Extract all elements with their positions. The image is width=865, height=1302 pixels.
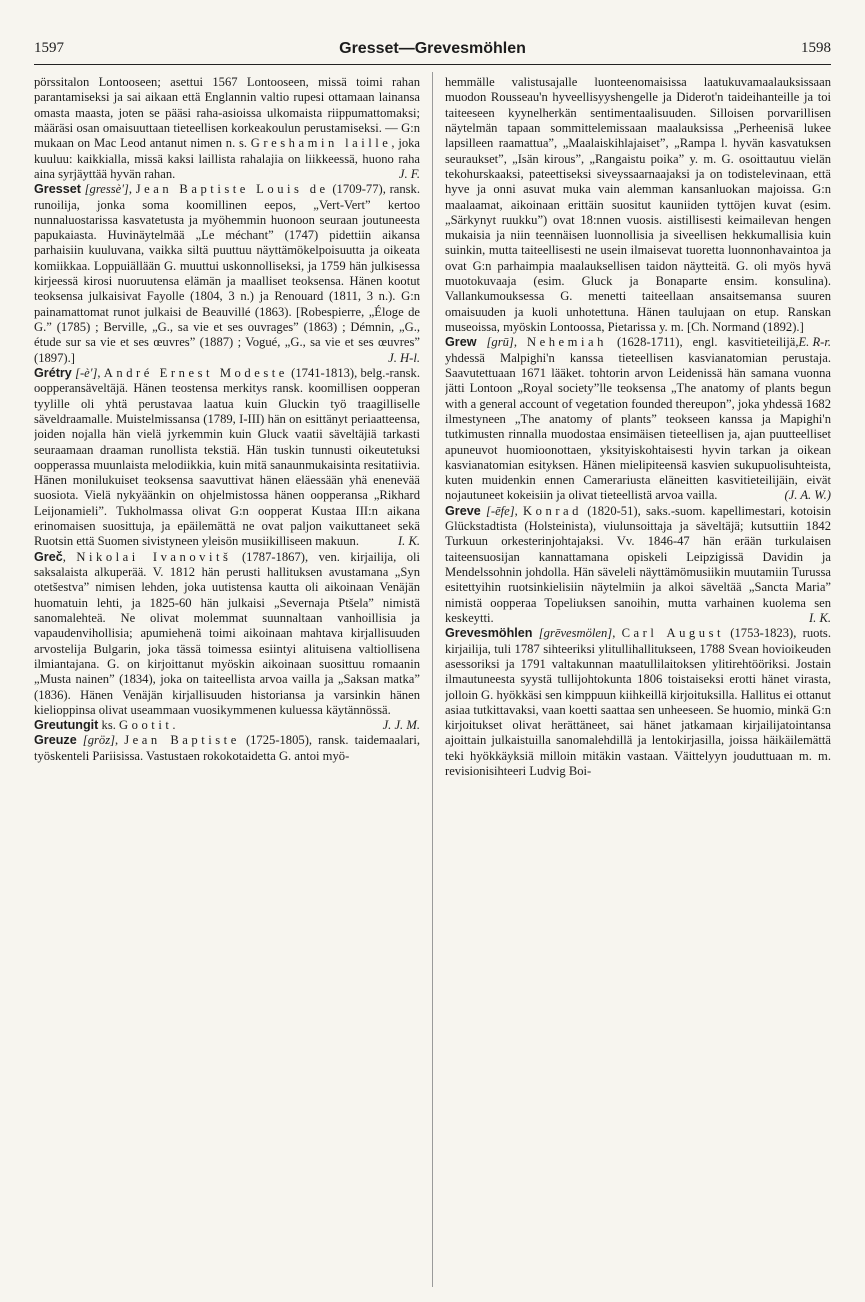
headword: Greutungit <box>34 718 99 733</box>
headword: Greuze <box>34 733 77 748</box>
entry-text: (1741-1813), belg.-ransk. oopperansäveltäjä. Hänen teostensa merkitys ransk. koomillisen oopperan tyylille oli yhtä perustavaa laatua kuin Gluckin työ traagilliselle säveldraamalle. Muistelmissansa (1789, I-III) hän on esittänyt periaatteensa, joiden nojalla hän vielä jyrkemmin kuin Gluck vaatii säveltäjiä tarkasti seuraamaan draaman runollista tekstiä. Hän tuskin tunnusti oikeutetuksi oopperassa muunlaista melodiikkia, kuin mitä sanaunmukaisinta resitatiivia. Hänen monilukuiset teoksensa saavuttivat hänen eläessään yhä enenevää suosiota. Vielä nykyäänkin on ohjelmistossa hänen oopperansa „Rikhard Leijonamieli”. Tukholmassa olivat G:n oopperat Kustaa III:n aikana erinomaisen suosittuja, ja epäilemättä ne ovat paljon vaikuttaneet sekä Ruotsin että Suomen sivistyneen yleisön musiikilliseen makuun. <box>34 365 420 549</box>
signature: I. K. <box>808 610 831 625</box>
page-header <box>34 40 831 65</box>
entry-text: (1628-1711), engl. kasvitieteilijä, yhdessä Malpighi'n kanssa tieteellisen kasvianatomian perustaja. Saavutettuaan 1671 lääket. tohtorin arvon Leidenissä hän samana vuonna jätti Lontoon „Royal society”lle teoksensa „The anatomy of plants begun with a general account of vegetation founded thereupon”, joka yhdessä 1682 ilmestyneen „The anatomy of plants” teokseen kanssa ja Mapighi'n tutkimusten rinnalla muodostaa ensimäisen tieteellisen ja, ajan puutteelliset apuneuvot huomioonottaen, yksityiskohtaisesti hyvin tarkan ja oikean kasvianatomian esityksen. Hänen mielipiteensä kasvien sukupuolisuhteista, kuten muidenkin ennen Camerariusta eläneitten kasvitieteilijäin, eivät nojautuneet kokeisiin ja olivat tieteellistä arvoa vailla. <box>445 335 831 503</box>
entry-text: (1753-1823), ruots. kirjailija, tuli 1787 sihteeriksi ylitullihallitukseen, 1788 Svean hovioikeuden asessoriksi ja 1791 valtakunnan maatullilaitoksen ylitirehtööriksi. Jostain ilmautuneesta syystä tullijohtokunta 1806 toistaiseksi erotti hänet virasta, jolloin G. hyökkäsi sen kimppuun kiihkeillä kirjoituksilla. Hallitus ei ottanut asiaa tutkittavaksi, vaan koetti saattaa sen unheeseen. Se huomio, minkä G:n kirjoitukset olivat herättäneet, sai hänet jatkamaan kirjailijatointansa ajoittain julkaistuilla sanomalehdillä ja lentokirjasilla, joissa häikäilemättä teki hyökkäyksiä milloin mitäkin vastaan. Väittelyyn jouduttuaan m. m. revisionisihteeri Ludvig Boi- <box>445 626 831 779</box>
page-number-right: 1598 <box>801 40 831 56</box>
entry-name: Jean Baptiste Louis de <box>135 182 329 197</box>
pronunciation: [grēvesmölen] <box>538 626 613 641</box>
headword: Gresset <box>34 182 81 197</box>
headword: Grew <box>445 335 477 350</box>
left-column <box>34 75 420 1285</box>
entry-greve: Greve [-ēfe], Konrad (1820-51), saks.-suom. kapellimestari, kotoisin Glückstadtista (Holsteinista), viulunsoittaja ja säveltäjä; kutsuttiin 1842 Turkuun orkesterinjohtajaksi. Vv. 1846-47 hän erään turkulaisen taiteensuosijan kannattamana opiskeli Leipzigissä Davidin ja Mendelssohnin johdolla. Hän säveleli näyttämömusiikin muutamiin Turussa esitettyihin ruotsinkielisiin näytelmiin ja alkoi säveltää „Sancta Maria” nimistä oopperaa Topeliuksen sanoihin, mutta varhainen kuolema sen keskeytti. I. K. <box>445 503 831 625</box>
entry-gresset: Gresset [gressè'], Jean Baptiste Louis de (1709-77), ransk. runoilija, jonka soma koomillinen eepos, „Vert-Vert” kertoo nunnaluostarissa kasvatetusta ja myöhemmin huonoon seuraan joutuneesta papukaiasta. Huvinäytelmää „Le méchant” (1747) pidettiin aikansa parhaisiin kuuluvana, vaikka siltä puuttuu näyttämökelpoisuutta ja oikeata komiikkaa. Loppuiällään G. muuttui uskonnolliseksi, ja 1759 hän julkisessa kirjeessä kirosi nuoruutensa elämän ja maalliset teoksensa. Hänen kootut teoksensa julkaisivat Fayolle (1804, 3 n.) ja Renouard (1811, 3 n.). G:n painamattomat runot julkaisi de Beauvillé (1863). [Robespierre, „Éloge de G.” (1785) ; Berville, „G., sa vie et ses ouvrages” (1863) ; Démnin, „G., étude sur sa vie et ses œuvres” (1887) ; Vogué, „G., sa vie et ses œuvres” (1897).] J. H-l. <box>34 182 420 365</box>
pronunciation: [grū] <box>486 335 514 350</box>
pronunciation: [-è'] <box>75 365 98 380</box>
headword: Grevesmöhlen <box>445 626 533 641</box>
right-column <box>445 75 831 1285</box>
entry-text: ks. <box>101 718 116 733</box>
headword: Greve <box>445 503 481 518</box>
signature: J. H-l. <box>388 350 420 365</box>
entry-greutungit <box>34 718 420 733</box>
entry-name: Nikolai Ivanovitš <box>76 549 232 564</box>
entry-name: André Ernest Modeste <box>103 365 288 380</box>
continued-entry-greuze: hemmälle valistusajalle luonteenomaisissa laatukuvamaalauksissaan muodon Rousseau'n hyveellisyyshengelle ja Diderot'n taideihanteille ja toi taiteeseen kyynelherkän sentimentaalisuuden. Silloisen porvarillisen näytelmän tapaan sommittelemissaan maalauksissa „Perheenisä lukee lapsilleen raamattua”, „Maalaiskihlajaiset”, „Rampa l. hyvän kasvatuksen seuraukset”, „Isän kirous”, „Rangaistu poika” y. m. G. osoittautuu vielän tekohurskaaksi, pateettiseksi siveyssaarnaajaksi ja on todistelevinaan, että hyve ja onni asuvat muka vain alemman kansanluokan majoissa. G:n maalaamat, aikoinaan erittäin suositut kauniiden tyttöjen kuvat (esim. „Särkynyt ruukku”) ovat 18:nnen vuosis. aistillisesti keimailevan hengen mukaisia ja niin teennäisen luonnollisia ja siveellisen hekkumallisia kuin suinkin, mutta taiteellisesti ne usein ilmaisevat tuoretta luonnonhavaintoa ja ovat G:n parhaimpia maalauksellisen taidon näytteitä. G. oli myös hyvä muotokuvaaja (esim. Gluck ja Bonaparte ensim. konsulina). Vallankumouksessa G. menetti taiteellaan ansaitsemansa suuren omaisuuden ja kuoli unhotettuna. Hänen taulujaan on etup. Ranskan museoissa, myöskin Lontoossa, Pietarissa y. m. [Ch. Normand (1892).] E. R-r. <box>445 75 831 350</box>
entry-gretry: Grétry [-è'], André Ernest Modeste (1741-1813), belg.-ransk. oopperansäveltäjä. Hänen teostensa merkitys ransk. koomillisen oopperan tyylille oli yhtä perustavaa laatua kuin Gluckin työ traagilliselle säveldraamalle. Muistelmissansa (1789, I-III) hän on esittänyt periaatteensa, joiden nojalla hän vielä jyrkemmin kuin Gluck vaatii säveltäjiä tarkasti seuraamaan draaman runollista tekstiä. Hän tuskin tunnusti oikeutetuksi oopperassa muunlaista melodiikkia, kuin mitä sanaunmukaisinta resitatiivia. Hänen monilukuiset teoksensa saavuttivat hänen eläessään yhä enenevää suosiota. Vielä nykyäänkin on ohjelmistossa hänen oopperansa „Rikhard Leijonamieli”. Tukholmassa olivat G:n oopperat Kustaa III:n aikana erinomaisen suosittuja, ja epäilemättä ne ovat paljon vaikuttaneet sekä Ruotsin että Suomen sivistyneen yleisön musiikilliseen makuun. I. K. <box>34 365 420 549</box>
entry-grevesmohlen: Grevesmöhlen [grēvesmölen], Carl August (1753-1823), ruots. kirjailija, tuli 1787 sihteeriksi ylitullihallitukseen, 1788 Svean hovioikeuden asessoriksi ja 1791 valtakunnan maatullilaitoksen ylitirehtööriksi. Jostain ilmautuneesta syystä tullijohtokunta 1806 toistaiseksi erotti hänet virasta, jolloin G. hyökkäsi sen kimppuun kiihkeillä kirjoituksilla. Hallitus ei ottanut asiaa tutkittavaksi, vaan koetti saattaa sen unheeseen. Se huomio, minkä G:n kirjoitukset olivat herättäneet, sai hänet jatkamaan kirjailijatointansa ajoittain julkaistuilla sanomalehdillä ja lentokirjasilla, joissa häikäilemättä teki hyökkäyksiä milloin mitäkin vastaan. Väittelyyn jouduttuaan m. m. revisionisihteeri Ludvig Boi- <box>445 626 831 779</box>
running-title: Gresset—Grevesmöhlen <box>339 40 526 57</box>
signature: (J. A. W.) <box>784 488 831 503</box>
signature: I. K. <box>397 534 420 549</box>
entry-name: Jean Baptiste <box>124 733 240 748</box>
column-divider <box>432 72 433 1287</box>
entry-grew: Grew [grū], Nehemiah (1628-1711), engl. kasvitieteilijä, yhdessä Malpighi'n kanssa tieteellisen kasvianatomian perustaja. Saavutettuaan 1671 lääket. tohtorin arvon Leidenissä hän samana vuonna jätti Lontoon „Royal society”lle teoksensa „The anatomy of plants begun with a general account of vegetation founded thereupon”, joka yhdessä 1682 ilmestyneen „The anatomy of plants” teokseen kanssa ja Mapighi'n tutkimusten rinnalla muodostaa ensimäisen tieteellisen ja, ajan puutteelliset apuneuvot huomioonottaen, yksityiskohtaisesti hyvin tarkan ja oikean kasvianatomian esityksen. Hänen mielipiteensä kasvien sukupuolisuhteista, kuten muidenkin ennen Camerariusta eläneitten kasvitieteilijäin, eivät nojautuneet kokeisiin ja olivat tieteellistä arvoa vailla. (J. A. W.) <box>445 335 831 503</box>
pronunciation: [-ēfe] <box>485 503 515 518</box>
signature: J. F. <box>398 166 420 181</box>
cross-reference: Gootit. <box>119 718 180 733</box>
entry-text: (1820-51), saks.-suom. kapellimestari, kotoisin Glückstadtista (Holsteinista), viulunsoittaja ja säveltäjä; kutsuttiin 1842 Turkuun orkesterinjohtajaksi. Vv. 1846-47 hän erään turkulaisen taiteensuosijan kannattamana opiskeli Leipzigissä Davidin ja Mendelssohnin johdolla. Hän säveleli näyttämömusiikin muutamiin Turussa esitettyihin ruotsinkielisiin näytelmiin ja alkoi säveltää „Sancta Maria” nimistä oopperaa Topeliuksen sanoihin, mutta varhainen kuolema sen keskeytti. <box>445 503 831 625</box>
pronunciation: [gröz] <box>82 733 115 748</box>
entry-text: (1709-77), ransk. runoilija, jonka soma koomillinen eepos, „Vert-Vert” kertoo nunnaluostarissa kasvatetusta ja myöhemmin huonoon seuraan joutuneesta papukaiasta. Huvinäytelmää „Le méchant” (1747) pidettiin aikansa parhaisiin kuuluvana, vaikka siltä puuttuu näyttämökelpoisuutta ja oikeata komiikkaa. Loppuiällään G. muuttui uskonnolliseksi, ja 1759 hän julkisessa kirjeessä kirosi nuoruutensa elämän ja maalliset teoksensa. Hänen kootut teoksensa julkaisivat Fayolle (1804, 3 n.) ja Renouard (1811, 3 n.). G:n painamattomat runot julkaisi de Beauvillé (1863). [Robespierre, „Éloge de G.” (1785) ; Berville, „G., sa vie et ses ouvrages” (1863) ; Démnin, „G., étude sur sa vie et ses œuvres” (1887) ; Vogué, „G., sa vie et ses œuvres” (1897).] <box>34 182 420 365</box>
pronunciation: [gressè'] <box>84 182 129 197</box>
headword: Greč <box>34 549 63 564</box>
entry-name: Nehemiah <box>526 335 607 350</box>
greshams-law-term: Greshamin laille <box>250 136 392 151</box>
entry-text: (1725-1805), ransk. taidemaalari, työskenteli Pariisissa. Vastustaen rokokotaidetta G. antoi myö- <box>34 733 420 763</box>
entry-grec: Greč, Nikolai Ivanovitš (1787-1867), ven. kirjailija, oli saksalaista alkuperää. V. 1812 hän perusti hallituksen avustamana „Syn otetšestva” nimisen lehden, joka uutistensa kautta oli aikoinaan Venäjän huomatuin lehti, ja 1825-60 hän julkaisi „Severnaja Ptšela” nimistä sanomalehteä. Ne olivat molemmat suunnaltaan vanhoillisia ja vapaudenvihollisia; apumiehenä toimi aikoinaan mahtava kirjallisuuden arvostelija Bulgarin, joka tässä toimessa esiintyi alituisena valtiollisena ilmiantajana. G. on kirjoittanut myöskin aikoinaan suosittuu romaanin „Musta nainen” (1834), joka on taiteellista arvoa vailla ja „Saksan matka” (1836). Hänen Venäjän kirjallisuuden historiansa ja varsinkin hänen kielioppinsa olivat useammaan vuosikymmenen kuluessa käytännössä. J. J. M. <box>34 549 420 733</box>
continued-entry-gresham: pörssitalon Lontooseen; asettui 1567 Lontooseen, missä toimi rahan parantamiseksi ja sai aikaan että Englannin valtio rupesi ottamaan lainansa omasta maasta, joten se pääsi raha-asioissa ulkomaista riippumattomaksi; määräsi osan omaisuuttaan tieteellisen korkeakoulun perustamiseksi. — G:n mukaan on Mac Leod antanut nimen n. s. Greshamin laille, joka kuuluu: kaikkialla, missä kaksi laillista rahalajia on liikkeessä, huono raha aina syrjäyttää hyvän rahan. J. F. <box>34 75 420 181</box>
entry-text: (1787-1867), ven. kirjailija, oli saksalaista alkuperää. V. 1812 hän perusti hallituksen avustamana „Syn otetšestva” nimisen lehden, joka uutistensa kautta oli aikoinaan Venäjän huomatuin lehti, ja 1825-60 hän julkaisi „Severnaja Ptšela” nimistä sanomalehteä. Ne olivat molemmat suunnaltaan vanhoillisia ja vapaudenvihollisia; apumiehenä toimi aikoinaan mahtava kirjallisuuden arvostelija Bulgarin, joka tässä toimessa esiintyi alituisena valtiollisena ilmiantajana. G. on kirjoittanut myöskin aikoinaan suosittuu romaanin „Musta nainen” (1834), joka on taiteellista arvoa vailla ja „Saksan matka” (1836). Hänen Venäjän kirjallisuuden historiansa ja varsinkin hänen kielioppinsa olivat useammaan vuosikymmenen kuluessa käytännössä. <box>34 549 420 717</box>
signature: J. J. M. <box>382 718 420 733</box>
signature: E. R-r. <box>798 335 831 350</box>
entry-name: Konrad <box>523 503 582 518</box>
entry-greuze: Greuze [gröz], Jean Baptiste (1725-1805), ransk. taidemaalari, työskenteli Pariisissa. Vastustaen rokokotaidetta G. antoi myö- <box>34 733 420 763</box>
entry-name: Carl August <box>621 626 725 641</box>
headword: Grétry <box>34 365 72 380</box>
page-number-left: 1597 <box>34 40 64 56</box>
